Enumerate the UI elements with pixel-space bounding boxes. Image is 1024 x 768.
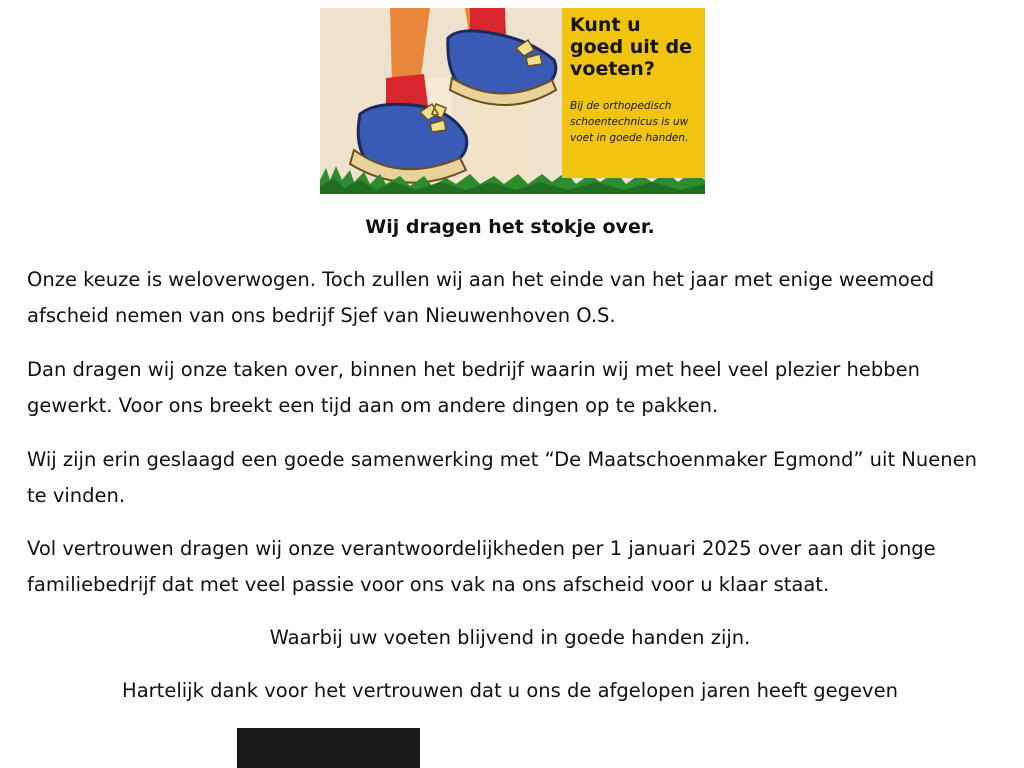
closing-line-2: Hartelijk dank voor het vertrouwen dat u ons de afgelopen jaren heeft gegeven (122, 679, 898, 702)
page-heading: Wij dragen het stokje over. (365, 216, 655, 238)
banner-subtitle: Bij de orthopedisch schoentechnicus is uw voet in goede handen. (570, 100, 689, 144)
bottom-image (237, 728, 420, 768)
banner-image (320, 8, 705, 194)
paragraph-2: Dan dragen wij onze taken over, binnen het bedrijf waarin wij met heel veel plezier hebben gewerkt. Voor ons breekt een tijd aan om andere dingen op te pakken. (27, 358, 920, 417)
paragraph-3: Wij zijn erin geslaagd een goede samenwerking met “De Maatschoenmaker Egmond” uit Nuenen te vinden. (27, 448, 977, 507)
closing-line-1: Waarbij uw voeten blijvend in goede handen zijn. (269, 626, 751, 649)
banner-title: Kunt u goed uit de voeten? (570, 14, 692, 80)
paragraph-1: Onze keuze is weloverwogen. Toch zullen wij aan het einde van het jaar met enige weemoed afscheid nemen van ons bedrijf Sjef van Nieuwenhoven O.S. (27, 268, 935, 327)
paragraph-4: Vol vertrouwen dragen wij onze verantwoordelijkheden per 1 januari 2025 over aan dit jonge familiebedrijf dat met veel passie voor ons vak na ons afscheid voor u klaar staat. (27, 537, 936, 596)
banner-yellow-panel (562, 8, 705, 178)
